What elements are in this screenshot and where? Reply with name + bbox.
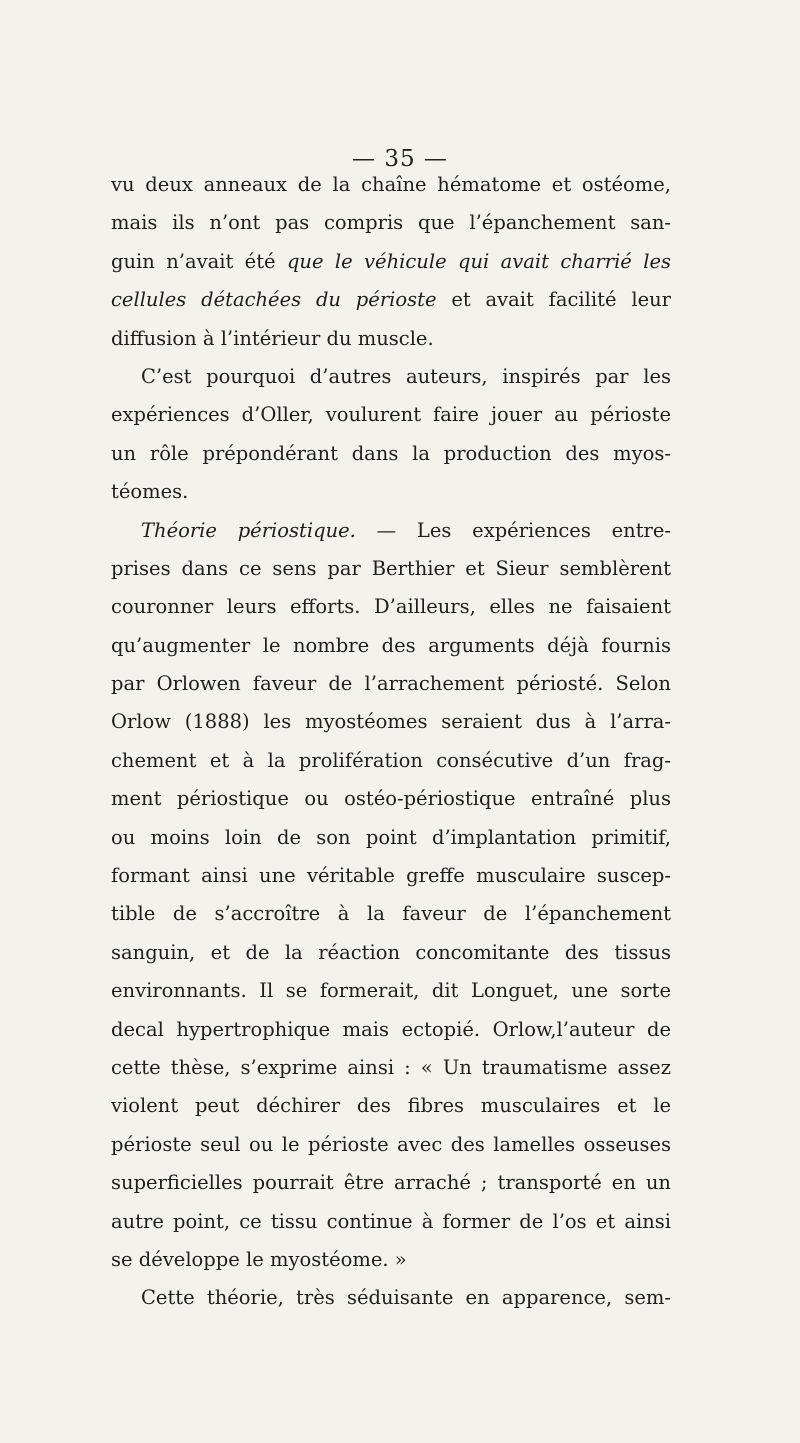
section-heading-line [111,512,671,550]
text-line: expériences d’Oller, voulurent faire jouer au périoste [111,403,671,427]
text-line: Cette théorie, très séduisante en apparence, sem- [141,1286,671,1310]
body-text [111,166,671,1318]
text-line: diffusion à l’intérieur du muscle. [111,326,434,350]
text-line: mais ils n’ont pas compris que l’épanchement san- [111,211,671,235]
italic-text: cellules détachées du périoste [111,288,437,312]
page-number: — 35 — [352,146,448,172]
text-line: violent peut déchirer des fibres musculaires et le [111,1094,671,1118]
text-run: et avait facilité leur [436,288,671,312]
text-line: un rôle prépondérant dans la production des myos- [111,441,671,465]
text-line: couronner leurs efforts. D’ailleurs, elles ne faisaient [111,595,671,619]
text-line: prises dans ce sens par Berthier et Sieur semblèrent [111,556,671,580]
italic-text: que le véhicule qui avait charrié les [286,249,671,273]
text-line: téomes. [111,480,189,504]
text-line: decal hypertrophique mais ectopié. Orlow,l’auteur de [111,1017,671,1041]
text-line: par Orlowen faveur de l’arrachement périosté. Selon [111,672,671,696]
text-line: périoste seul ou le périoste avec des lamelles osseuses [111,1132,671,1156]
text-line: qu’augmenter le nombre des arguments déjà fournis [111,633,671,657]
text-line: tible de s’accroître à la faveur de l’épanchement [111,902,671,926]
text-line: se développe le myostéome. » [111,1247,407,1271]
text-line: vu deux anneaux de la chaîne hématome et ostéome, [111,173,671,196]
text-line: superficielles pourrait être arraché ; transporté en un [111,1171,671,1195]
text-line [111,243,671,281]
text-run: — Les expériences entre- [355,518,671,542]
text-line: Orlow (1888) les myostéomes seraient dus à l’arra- [111,710,671,734]
section-heading: Théorie périostique. [141,518,356,542]
text-line: formant ainsi une véritable greffe musculaire suscep- [111,864,671,888]
text-line: cette thèse, s’exprime ainsi : « Un traumatisme assez [111,1055,671,1079]
text-line: autre point, ce tissu continue à former de l’os et ainsi [111,1209,671,1233]
text-line: chement et à la prolifération consécutive d’un frag- [111,748,671,772]
text-line: C’est pourquoi d’autres auteurs, inspirés par les [141,364,671,388]
text-line: sanguin, et de la réaction concomitante des tissus [111,940,671,964]
text-run: guin n’avait été [111,249,287,273]
text-line: ment périostique ou ostéo-périostique entraîné plus [111,787,671,811]
text-line: ou moins loin de son point d’implantation primitif, [111,825,671,849]
text-line [111,281,671,319]
text-line: environnants. Il se formerait, dit Longuet, une sorte [111,979,671,1003]
